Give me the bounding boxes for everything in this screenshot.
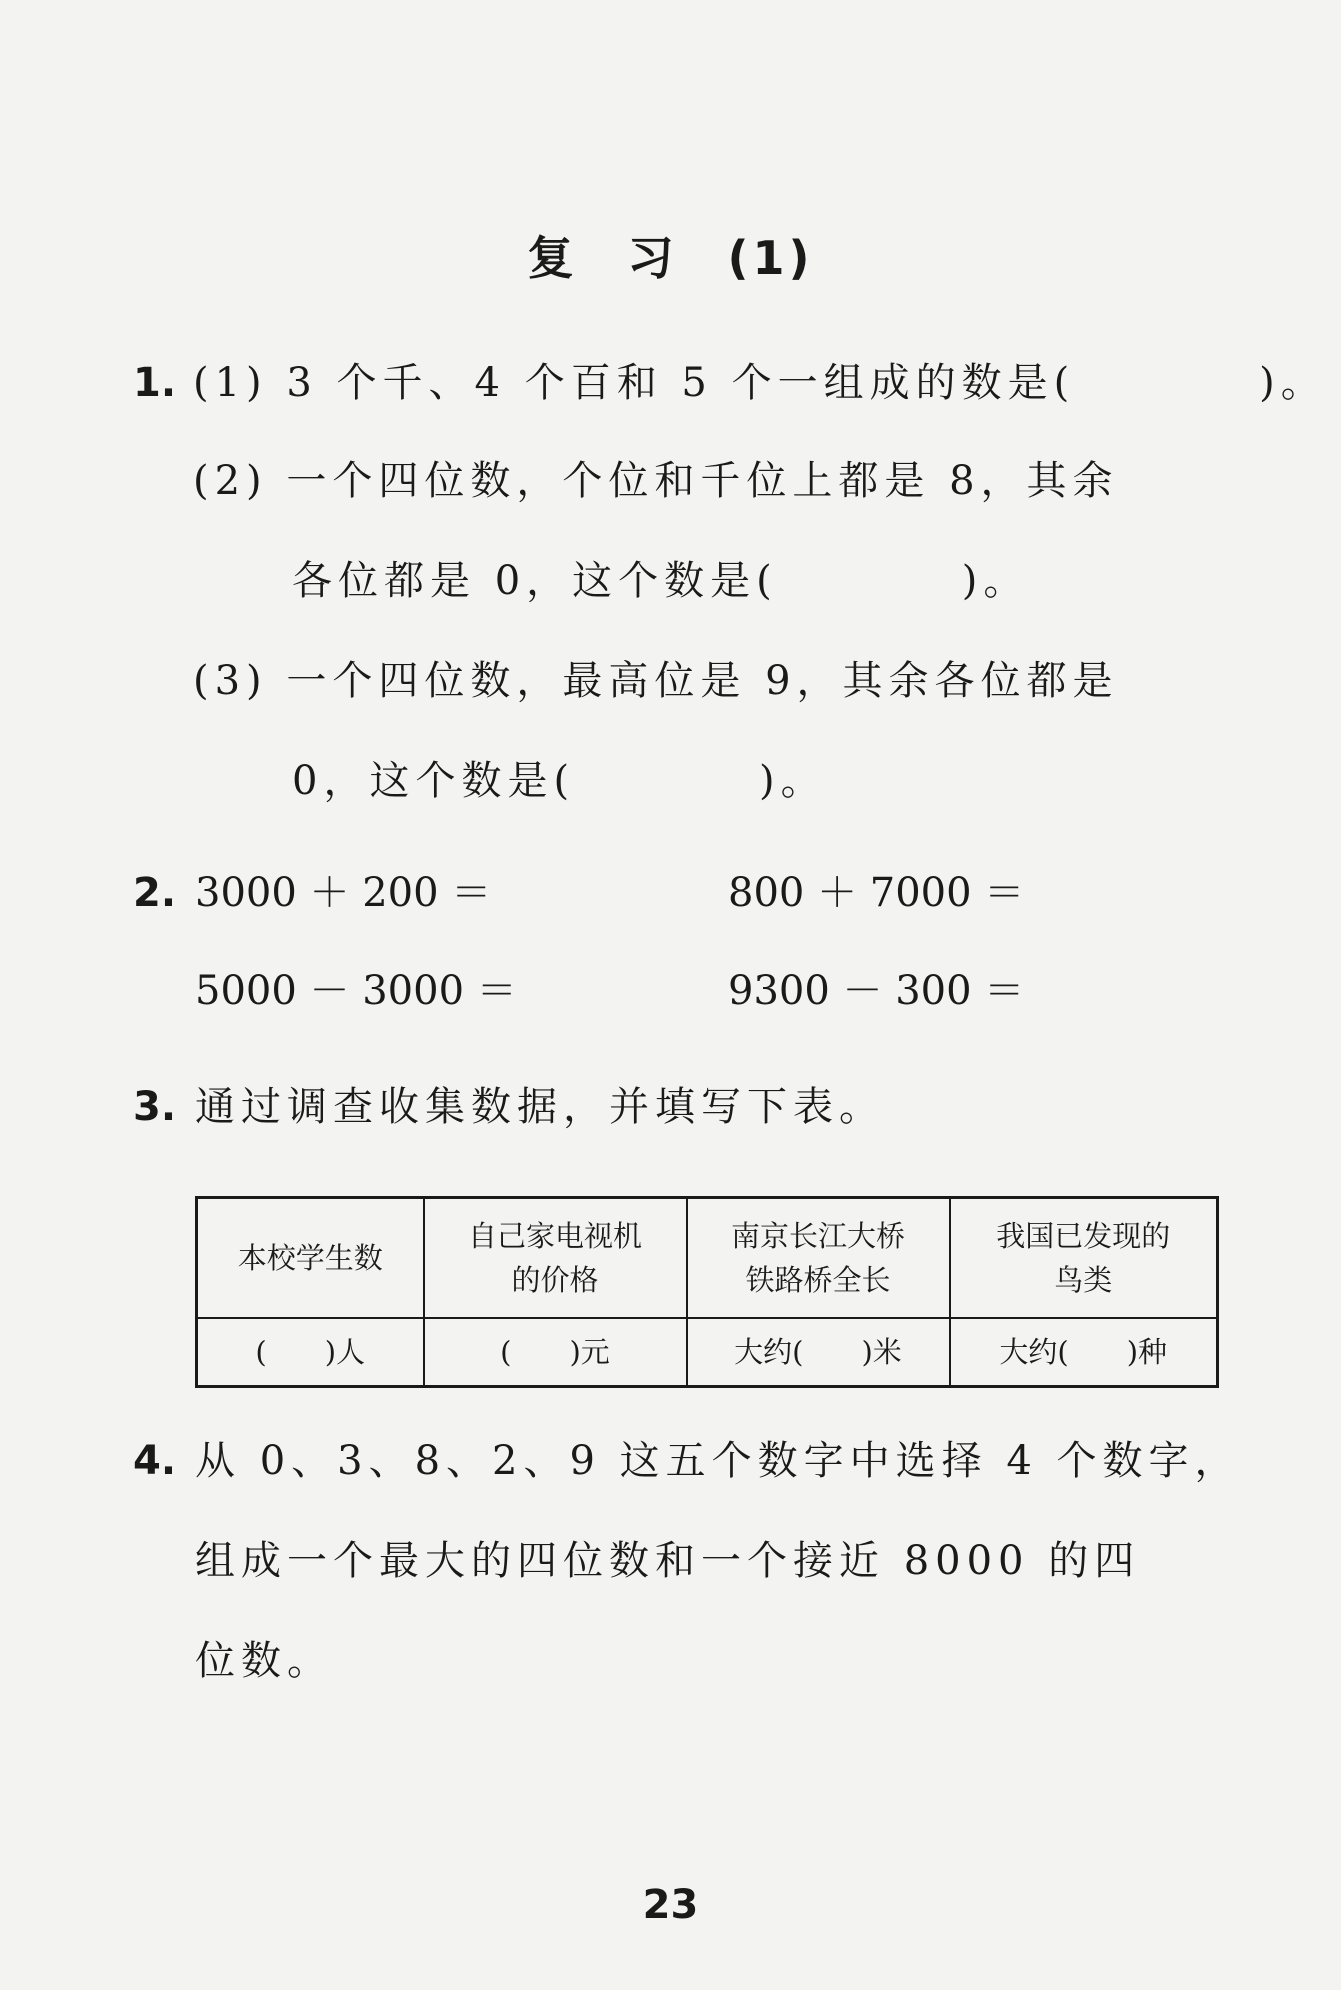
value-tv-price-text: ( )元 <box>500 1335 610 1369</box>
question-2-number: 2. <box>133 870 177 916</box>
header-tv-price <box>424 1198 687 1319</box>
question-1-part-3-line-2: 0，这个数是( )。 <box>292 758 827 804</box>
question-4-number: 4. <box>133 1438 177 1484</box>
question-1-part-1: (1) 3 个千、4 个百和 5 个一组成的数是( )。 <box>193 360 1327 406</box>
value-bridge-length-text: 大约( )米 <box>734 1335 902 1369</box>
question-4-line-2: 组成一个最大的四位数和一个接近 8000 的四 <box>195 1538 1141 1584</box>
question-3-text: 通过调查收集数据，并填写下表。 <box>195 1084 885 1130</box>
value-bird-species-text: 大约( )种 <box>999 1335 1168 1369</box>
equation-4: 9300 － 300 ＝ <box>728 968 1025 1014</box>
value-student-count-text: ( )人 <box>255 1335 366 1369</box>
survey-table-value-row <box>197 1318 1218 1387</box>
header-bridge-length-label: 南京长江大桥 铁路桥全长 <box>730 1219 905 1297</box>
header-bridge-length <box>687 1198 950 1319</box>
page-title: 复 习 (1) <box>527 231 814 285</box>
equation-1: 3000 ＋ 200 ＝ <box>195 870 492 916</box>
question-4-line-3: 位数。 <box>195 1638 333 1684</box>
page-number: 23 <box>642 1882 699 1928</box>
header-student-count <box>197 1198 424 1319</box>
equation-3: 5000 － 3000 ＝ <box>195 968 517 1014</box>
header-bird-species <box>950 1198 1218 1319</box>
equation-2: 800 ＋ 7000 ＝ <box>728 870 1025 916</box>
question-4-line-1: 从 0、3、8、2、9 这五个数字中选择 4 个数字， <box>195 1438 1241 1484</box>
header-tv-price-label: 自己家电视机 的价格 <box>467 1219 642 1297</box>
question-1-number: 1. <box>133 360 177 406</box>
question-3-number: 3. <box>133 1084 177 1130</box>
value-bridge-length[interactable] <box>687 1318 950 1387</box>
survey-table <box>195 1196 1219 1388</box>
header-student-count-label: 本校学生数 <box>237 1241 383 1275</box>
question-1-part-2-line-2: 各位都是 0，这个数是( )。 <box>292 558 1030 604</box>
question-1-part-3-line-1: (3) 一个四位数，最高位是 9，其余各位都是 <box>193 658 1119 704</box>
question-1-part-2-line-1: (2) 一个四位数，个位和千位上都是 8，其余 <box>193 458 1119 504</box>
header-bird-species-label: 我国已发现的 鸟类 <box>996 1219 1171 1297</box>
value-tv-price[interactable] <box>424 1318 687 1387</box>
value-student-count[interactable] <box>197 1318 424 1387</box>
survey-table-header-row <box>197 1198 1218 1319</box>
value-bird-species[interactable] <box>950 1318 1218 1387</box>
